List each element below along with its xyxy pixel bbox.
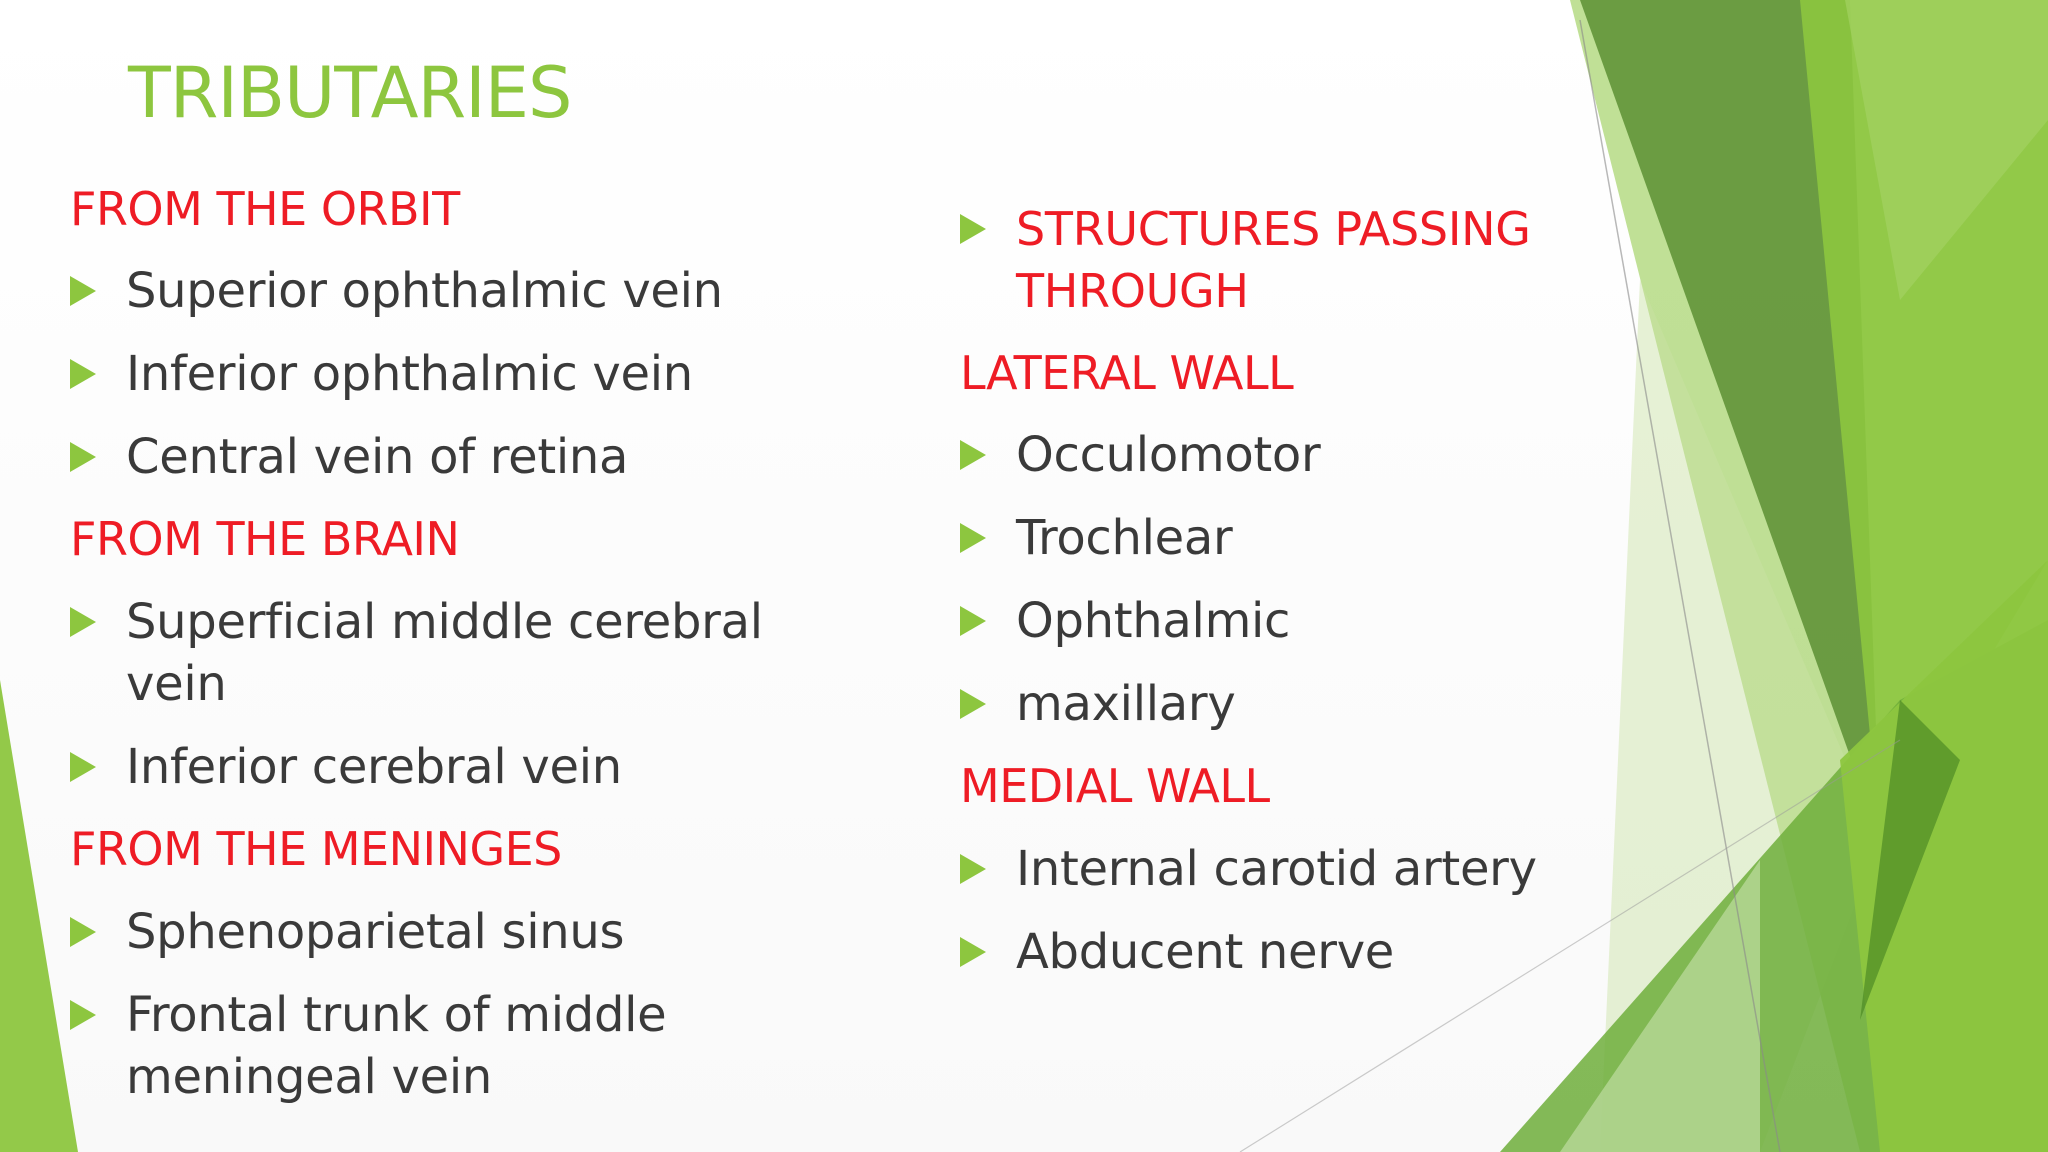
- triangle-arrow-right-icon: [70, 276, 96, 306]
- triangle-arrow-right-icon: [70, 442, 96, 472]
- list-item-text: maxillary: [1016, 676, 1236, 732]
- list-item-text: Frontal trunk of middle meningeal vein: [126, 987, 667, 1105]
- triangle-arrow-right-icon: [70, 752, 96, 782]
- section-heading-medial-wall: MEDIAL WALL: [960, 759, 1270, 813]
- section-heading-brain: FROM THE BRAIN: [70, 512, 460, 566]
- slide-title: TRIBUTARIES: [128, 52, 572, 134]
- list-item: [70, 426, 830, 488]
- section-heading-meninges: FROM THE MENINGES: [70, 822, 562, 876]
- list-item-text: Inferior ophthalmic vein: [126, 346, 693, 402]
- triangle-arrow-right-icon: [960, 214, 986, 244]
- list-item-text: Abducent nerve: [1016, 924, 1395, 980]
- list-item-text: Superficial middle cerebral vein: [126, 594, 763, 712]
- list-item-text: Inferior cerebral vein: [126, 739, 622, 795]
- list-item: [960, 507, 1580, 569]
- triangle-arrow-right-icon: [960, 440, 986, 470]
- list-item: [70, 901, 830, 963]
- list-item-text: Occulomotor: [1016, 427, 1321, 483]
- list-item-text: Ophthalmic: [1016, 593, 1291, 649]
- list-item-text: Superior ophthalmic vein: [126, 263, 723, 319]
- triangle-arrow-right-icon: [960, 937, 986, 967]
- section-heading-structures: STRUCTURES PASSING THROUGH: [1016, 202, 1531, 318]
- list-item: [960, 590, 1580, 652]
- list-item-text: Trochlear: [1016, 510, 1233, 566]
- triangle-arrow-right-icon: [70, 607, 96, 637]
- triangle-arrow-right-icon: [960, 689, 986, 719]
- list-item: [70, 591, 830, 715]
- list-item: [960, 424, 1580, 486]
- triangle-arrow-right-icon: [70, 359, 96, 389]
- triangle-arrow-right-icon: [960, 854, 986, 884]
- triangle-arrow-right-icon: [960, 606, 986, 636]
- list-item-text: Sphenoparietal sinus: [126, 904, 625, 960]
- section-heading-orbit: FROM THE ORBIT: [70, 182, 460, 236]
- list-item: [960, 838, 1580, 900]
- list-item: [960, 673, 1580, 735]
- list-item: [70, 343, 830, 405]
- list-item: [960, 198, 1580, 322]
- triangle-arrow-right-icon: [960, 523, 986, 553]
- list-item-text: Central vein of retina: [126, 429, 629, 485]
- list-item: [70, 260, 830, 322]
- triangle-arrow-right-icon: [70, 917, 96, 947]
- triangle-arrow-right-icon: [70, 1000, 96, 1030]
- section-heading-lateral-wall: LATERAL WALL: [960, 346, 1294, 400]
- list-item: [960, 921, 1580, 983]
- list-item: [70, 736, 830, 798]
- list-item: [70, 984, 830, 1108]
- list-item-text: Internal carotid artery: [1016, 841, 1537, 897]
